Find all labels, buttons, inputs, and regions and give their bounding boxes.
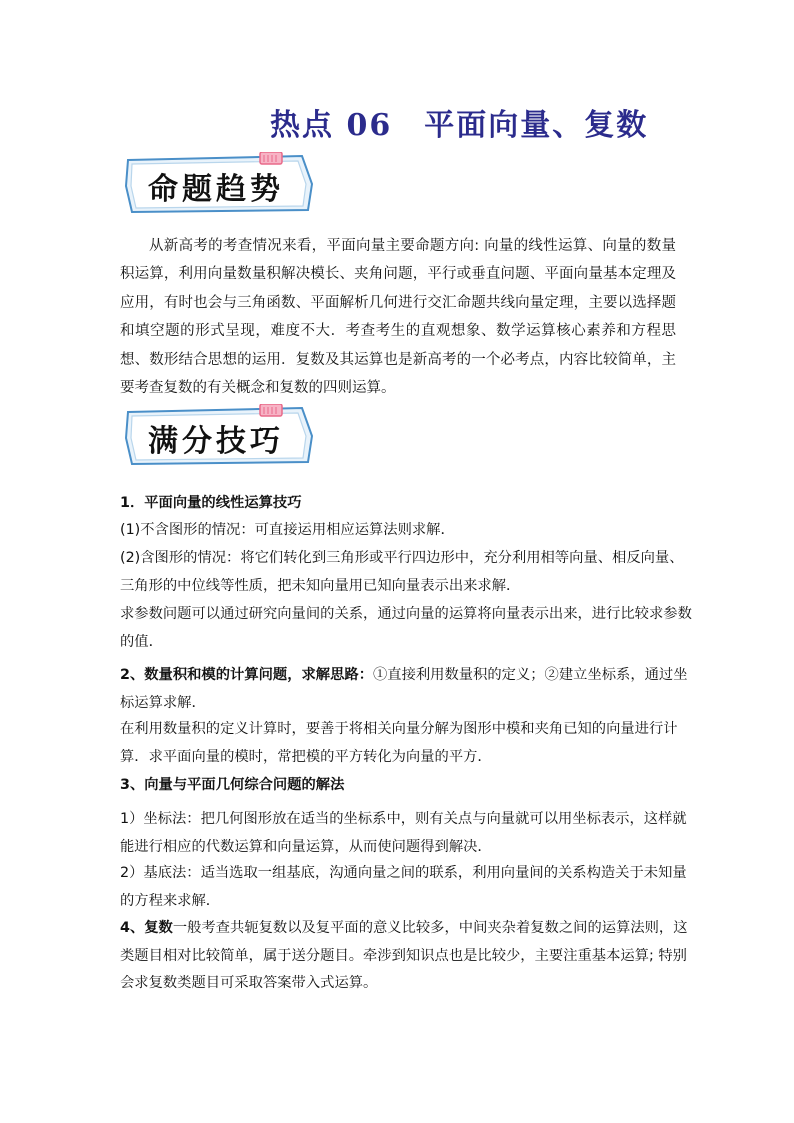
skill-line: 算．求平面向量的模时，常把模的平方转化为向量的平方．: [120, 749, 492, 765]
trend-paragraph: 从新高考的考查情况来看，平面向量主要命题方向: 向量的线性运算、向量的数量积运算，利用向量数量积解决模长、夹角问题，平行或垂直问题、平面向量基本定理及应用，有时也会与三角函数、平面解析几何进行交汇命题共线向量定理，主要以选择题和填空题的形式呈现，难度不大．考查考生的直观想象、数学运算核心素养和方程思想、数形结合思想的运用．复数及其运算也是新高考的一个必考点，内容比较简单，主要考查复数的有关概念和复数的四则运算。: [120, 238, 676, 397]
skill-heading-2: [120, 664, 688, 684]
skill-heading-2-bold: 2、数量积和模的计算问题，求解思路：: [120, 667, 373, 683]
section-heading-skills: 满分技巧: [148, 424, 284, 459]
page-title: 热点 06 平面向量、复数: [270, 108, 649, 143]
skill-heading-4-rest: 一般考查共轭复数以及复平面的意义比较多，中间夹杂着复数之间的运算法则，这: [172, 920, 688, 936]
skill-line: 在利用数量积的定义计算时，要善于将相关向量分解为图形中模和夹角已知的向量进行计: [120, 721, 678, 737]
skill-heading-1: 1．平面向量的线性运算技巧: [120, 495, 302, 511]
skill-line: 求参数问题可以通过研究向量间的关系，通过向量的运算将向量表示出来，进行比较求参数: [120, 606, 692, 622]
skill-line: (1)不含图形的情况：可直接运用相应运算法则求解．: [120, 522, 455, 538]
paperclip-icon: [260, 404, 282, 416]
skill-line: 会求复数类题目可采取答案带入式运算。: [120, 975, 378, 991]
skill-line: 标运算求解．: [120, 695, 206, 711]
skill-heading-4: [120, 917, 688, 937]
section-heading-trend: 命题趋势: [148, 172, 284, 207]
skill-line: 1）坐标法：把几何图形放在适当的坐标系中，则有关点与向量就可以用坐标表示，这样就: [120, 811, 687, 827]
section-banner-skills: [122, 404, 322, 468]
skill-line: 的方程来求解．: [120, 893, 221, 909]
skill-heading-4-bold: 4、复数: [120, 920, 173, 936]
skill-line: 三角形的中位线等性质，把未知向量用已知向量表示出来求解．: [120, 578, 521, 594]
paperclip-icon: [260, 152, 282, 164]
section-banner-trend: [122, 152, 322, 216]
skill-heading-3: 3、向量与平面几何综合问题的解法: [120, 777, 345, 793]
skill-line: 的值．: [120, 634, 163, 650]
skill-line: 2）基底法：适当选取一组基底，沟通向量之间的联系，利用向量间的关系构造关于未知量: [120, 865, 687, 881]
skill-line: 类题目相对比较简单，属于送分题目。牵涉到知识点也是比较少，主要注重基本运算; 特别: [120, 948, 687, 964]
skill-line: (2)含图形的情况：将它们转化到三角形或平行四边形中，充分利用相等向量、相反向量、: [120, 550, 684, 566]
skill-line: 能进行相应的代数运算和向量运算，从而使问题得到解决．: [120, 839, 492, 855]
skill-heading-2-rest: ①直接利用数量积的定义；②建立坐标系，通过坐: [373, 667, 688, 683]
